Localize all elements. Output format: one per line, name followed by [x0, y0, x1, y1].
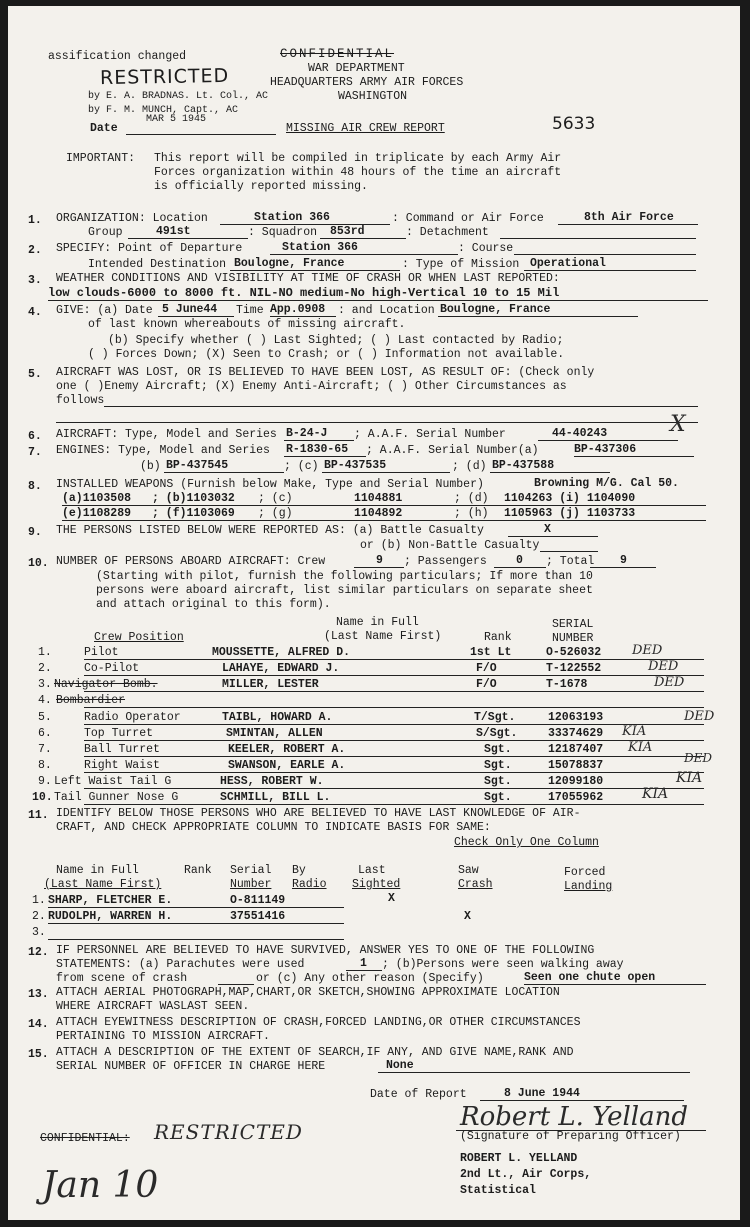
s8-e: (e)1108289	[62, 507, 132, 520]
crew-note: DED	[654, 675, 685, 690]
changed-by-1: by E. A. BRADNAS. Lt. Col., AC	[88, 91, 269, 102]
s7-a: BP-437306	[574, 443, 637, 456]
crew-rank: Sgt.	[484, 759, 512, 772]
s7-d: BP-437588	[492, 459, 555, 472]
crew-note: DED	[684, 709, 715, 724]
officer-rank: 2nd Lt., Air Corps,	[460, 1168, 592, 1181]
s1-group-label: Group	[88, 226, 123, 239]
witness-number: 1.	[32, 894, 46, 907]
witness-name: SHARP, FLETCHER E.	[48, 894, 173, 907]
s4-label: GIVE: (a) Date	[56, 304, 153, 317]
s11-header-landing: Landing	[564, 880, 613, 893]
s11-header-serial2: Number	[230, 878, 272, 891]
s15-line2: SERIAL NUMBER OF OFFICER IN CHARGE HERE	[56, 1060, 326, 1073]
crew-row-number: 1.	[38, 646, 52, 659]
s8-g-label: ; (g)	[258, 507, 293, 520]
crew-name: MOUSSETTE, ALFRED D.	[212, 646, 351, 659]
crew-note: DED	[684, 751, 713, 765]
s13-number: 13.	[28, 988, 49, 1001]
s8-number: 8.	[28, 480, 42, 493]
s11-header-rank: Rank	[184, 864, 212, 877]
s15-number: 15.	[28, 1048, 49, 1061]
s7-c: BP-437535	[324, 459, 387, 472]
crew-row-number: 4.	[38, 694, 52, 707]
s10-number: 10.	[28, 557, 49, 570]
crew-position: Pilot	[84, 646, 119, 659]
s1-label: ORGANIZATION: Location	[56, 212, 208, 225]
s8-d-label: ; (d)	[454, 492, 489, 505]
crew-serial: 33374629	[548, 727, 604, 740]
crew-note: DED	[632, 643, 663, 658]
crew-row-number: 7.	[38, 743, 52, 756]
s10-line3: persons were aboard aircraft, list similar particulars on separate sheet	[96, 584, 593, 597]
witness-serial: O-811149	[230, 894, 286, 907]
report-title: MISSING AIR CREW REPORT	[286, 122, 445, 135]
crew-row-number: 5.	[38, 711, 52, 724]
s4-time: App.0908	[270, 303, 326, 316]
s2-number: 2.	[28, 244, 42, 257]
s4-location: Boulogne, France	[440, 303, 551, 316]
handwritten-note: Jan 10	[42, 1165, 159, 1206]
s5-line1: AIRCRAFT WAS LOST, OR IS BELIEVED TO HAVE BEEN LOST, AS RESULT OF: (Check only	[56, 366, 595, 379]
s8-label: INSTALLED WEAPONS (Furnish below Make, Type and Serial Number)	[56, 478, 484, 491]
crew-serial: 12063193	[548, 711, 604, 724]
s1-number: 1.	[28, 214, 42, 227]
s9-label: THE PERSONS LISTED BELOW WERE REPORTED AS: (a) Battle Casualty	[56, 524, 484, 537]
s1-command: 8th Air Force	[584, 211, 674, 224]
s12-line2b: ; (b)Persons were seen walking away	[382, 958, 624, 971]
s10-total: 9	[620, 554, 627, 567]
s6-model: B-24-J	[286, 427, 328, 440]
s11-header-name2: (Last Name First)	[44, 878, 162, 891]
crew-rank: Sgt.	[484, 743, 512, 756]
s6-label: AIRCRAFT: Type, Model and Series	[56, 428, 277, 441]
s11-header-by: By	[292, 864, 306, 877]
s10-crew: 9	[376, 554, 383, 567]
s5-line2: one ( )Enemy Aircraft; (X) Enemy Anti-Aircraft; ( ) Other Circumstances as	[56, 380, 567, 393]
crew-rank: S/Sgt.	[476, 727, 518, 740]
s11-header-saw: Saw	[458, 864, 479, 877]
crew-rank: Sgt.	[484, 791, 512, 804]
s14-line1: ATTACH EYEWITNESS DESCRIPTION OF CRASH,FORCED LANDING,OR OTHER CIRCUMSTANCES	[56, 1016, 581, 1029]
important-label: IMPORTANT:	[66, 152, 136, 165]
crew-name: SWANSON, EARLE A.	[228, 759, 346, 772]
s2-mission-label: : Type of Mission	[402, 258, 520, 271]
s7-number: 7.	[28, 446, 42, 459]
s1-command-label: : Command or Air Force	[392, 212, 544, 225]
crew-row-number: 10.	[32, 791, 53, 804]
s12-number: 12.	[28, 946, 49, 959]
s6-mark: X	[670, 412, 686, 437]
s12-chutes: 1	[360, 957, 367, 970]
s2-dest-label: Intended Destination	[88, 258, 227, 271]
s2-mission: Operational	[530, 257, 606, 270]
crew-name: SMINTAN, ALLEN	[226, 727, 323, 740]
s1-detachment-label: : Detachment	[406, 226, 489, 239]
officer-signature: Robert L. Yelland	[460, 1102, 689, 1132]
witness-name: RUDOLPH, WARREN H.	[48, 910, 173, 923]
s9-number: 9.	[28, 526, 42, 539]
crew-name: LAHAYE, EDWARD J.	[222, 662, 340, 675]
s7-d-label: ; (d)	[452, 460, 487, 473]
crew-serial: 12099180	[548, 775, 604, 788]
s11-header-sighted: Sighted	[352, 878, 401, 891]
crew-position: Tail Gunner Nose G	[54, 791, 179, 804]
s10-passengers-label: ; Passengers	[404, 555, 487, 568]
crew-rank: T/Sgt.	[474, 711, 516, 724]
s8-h-label: ; (h)	[454, 507, 489, 520]
crew-serial: O-526032	[546, 646, 602, 659]
s14-number: 14.	[28, 1018, 49, 1031]
s12-line3b: or (c) Any other reason (Specify)	[256, 972, 484, 985]
s7-serial-label: ; A.A.F. Serial Number(a)	[366, 444, 539, 457]
s7-b: BP-437545	[166, 459, 229, 472]
s10-line2: (Starting with pilot, furnish the following particulars; If more than 10	[96, 570, 593, 583]
s4-line2: of last known whereabouts of missing aircraft.	[88, 318, 406, 331]
date-of-report: 8 June 1944	[504, 1087, 580, 1100]
classification-changed: assification changed	[48, 50, 187, 63]
report-number: 5633	[552, 114, 596, 134]
s11-line2: CRAFT, AND CHECK APPROPRIATE COLUMN TO INDICATE BASIS FOR SAME:	[56, 821, 491, 834]
s12-line1: IF PERSONNEL ARE BELIEVED TO HAVE SURVIVED, ANSWER YES TO ONE OF THE FOLLOWING	[56, 944, 595, 957]
s3-number: 3.	[28, 274, 42, 287]
war-department: WAR DEPARTMENT	[308, 62, 405, 75]
s1-location: Station 366	[254, 211, 330, 224]
crew-note: DED	[648, 659, 679, 674]
s8-a: (a)1103508	[62, 492, 132, 505]
s8-weapon: Browning M/G. Cal 50.	[534, 477, 679, 490]
s2-destination: Boulogne, France	[234, 257, 345, 270]
crew-name: HESS, ROBERT W.	[220, 775, 324, 788]
crew-header-rank: Rank	[484, 631, 512, 644]
crew-position: Right Waist	[84, 759, 160, 772]
s4-date: 5 June44	[162, 303, 218, 316]
crew-rank: F/O	[476, 678, 497, 691]
s15-value: None	[386, 1059, 414, 1072]
crew-header-serial-top: SERIAL	[552, 618, 594, 631]
officer-name: ROBERT L. YELLAND	[460, 1152, 578, 1165]
s11-header-serial: Serial	[230, 864, 272, 877]
crew-row-number: 6.	[38, 727, 52, 740]
crew-name: KEELER, ROBERT A.	[228, 743, 346, 756]
s11-header-last: Last	[358, 864, 386, 877]
crew-header-name-bottom: (Last Name First)	[324, 630, 442, 643]
crew-rank: 1st Lt	[470, 646, 512, 659]
crew-rank: F/O	[476, 662, 497, 675]
s11-number: 11.	[28, 809, 49, 822]
s4-time-label: Time	[236, 304, 264, 317]
s11-header-forced: Forced	[564, 866, 606, 879]
crew-note: KIA	[676, 770, 703, 786]
s11-line1: IDENTIFY BELOW THOSE PERSONS WHO ARE BELIEVED TO HAVE LAST KNOWLEDGE OF AIR-	[56, 807, 581, 820]
s4-number: 4.	[28, 306, 42, 319]
important-line3: is officially reported missing.	[154, 180, 368, 193]
important-line2: Forces organization within 48 hours of the time an aircraft	[154, 166, 562, 179]
s11-header-name: Name in Full	[56, 864, 139, 877]
s4-line3: (b) Specify whether ( ) Last Sighted; ( ) Last contacted by Radio;	[108, 334, 564, 347]
s4-line4: ( ) Forces Down; (X) Seen to Crash; or ( ) Information not available.	[88, 348, 565, 361]
s2-departure: Station 366	[282, 241, 358, 254]
s6-serial-label: ; A.A.F. Serial Number	[354, 428, 506, 441]
s7-model: R-1830-65	[286, 443, 349, 456]
restricted-handwritten: RESTRICTED	[154, 1120, 303, 1144]
officer-office: Statistical	[460, 1184, 536, 1197]
crew-rank: Sgt.	[484, 775, 512, 788]
witness-mark: X	[464, 910, 471, 923]
signature-label: (Signature of Preparing Officer)	[460, 1130, 681, 1143]
s5-line3: follows	[56, 394, 105, 407]
s11-header-crash: Crash	[458, 878, 493, 891]
s10-passengers: 0	[516, 554, 523, 567]
s5-number: 5.	[28, 368, 42, 381]
crew-row-number: 2.	[38, 662, 52, 675]
s7-b-label: (b)	[140, 460, 161, 473]
crew-position: Radio Operator	[84, 711, 181, 724]
s12-other: Seen one chute open	[524, 971, 656, 984]
important-line1: This report will be compiled in triplicate by each Army Air	[154, 152, 562, 165]
crew-row-number: 3.	[38, 678, 52, 691]
s13-line2: WHERE AIRCRAFT WASLAST SEEN.	[56, 1000, 250, 1013]
s2-label: SPECIFY: Point of Departure	[56, 242, 243, 255]
crew-note: KIA	[642, 786, 669, 802]
confidential-header: CONFIDENTIAL	[280, 47, 395, 61]
s8-h: 1105963 (j) 1103733	[504, 507, 636, 520]
crew-serial: T-1678	[546, 678, 588, 691]
s8-d: 1104263 (i) 1104090	[504, 492, 636, 505]
crew-header-position: Crew Position	[94, 631, 184, 644]
s2-course-label: : Course	[458, 242, 514, 255]
crew-note: KIA	[628, 740, 653, 755]
crew-header-name-top: Name in Full	[336, 616, 419, 629]
date-of-report-label: Date of Report	[370, 1088, 467, 1101]
witness-mark: X	[388, 892, 395, 905]
witness-number: 3.	[32, 926, 46, 939]
s12-line2: STATEMENTS: (a) Parachutes were used	[56, 958, 305, 971]
s14-line2: PERTAINING TO MISSION AIRCRAFT.	[56, 1030, 270, 1043]
s6-number: 6.	[28, 430, 42, 443]
s3-weather: low clouds-6000 to 8000 ft. NIL-NO medium-No high-Vertical 10 to 15 Mil	[48, 286, 560, 300]
confidential-footer: CONFIDENTIAL:	[40, 1132, 130, 1145]
s8-g: 1104892	[354, 507, 403, 520]
crew-serial: 15078837	[548, 759, 604, 772]
crew-name: TAIBL, HOWARD A.	[222, 711, 333, 724]
crew-position: Ball Turret	[84, 743, 160, 756]
stamp-date: MAR 5 1945	[146, 114, 207, 125]
crew-position: Top Turret	[84, 727, 154, 740]
crew-row-number: 8.	[38, 759, 52, 772]
crew-note: KIA	[622, 724, 647, 739]
crew-name: SCHMILL, BILL L.	[220, 791, 331, 804]
s8-c-label: ; (c)	[258, 492, 293, 505]
crew-serial: 17055962	[548, 791, 604, 804]
s7-label: ENGINES: Type, Model and Series	[56, 444, 270, 457]
s10-label: NUMBER OF PERSONS ABOARD AIRCRAFT: Crew	[56, 555, 326, 568]
crew-position: Co-Pilot	[84, 662, 140, 675]
s9-mark: X	[544, 523, 551, 536]
s6-serial: 44-40243	[552, 427, 608, 440]
date-label: Date	[90, 122, 118, 135]
s9-line2: or (b) Non-Battle Casualty	[360, 539, 540, 552]
s1-squadron: 853rd	[330, 225, 365, 238]
s10-line4: and attach original to this form).	[96, 598, 331, 611]
s13-line1: ATTACH AERIAL PHOTOGRAPH,MAP,CHART,OR SKETCH,SHOWING APPROXIMATE LOCATION	[56, 986, 560, 999]
witness-number: 2.	[32, 910, 46, 923]
crew-header-serial-bottom: NUMBER	[552, 632, 594, 645]
crew-position: Navigator Bomb.	[54, 678, 158, 691]
witness-serial: 37551416	[230, 910, 286, 923]
s4-location-label: : and Location	[338, 304, 435, 317]
s11-header-radio: Radio	[292, 878, 327, 891]
s1-group: 491st	[156, 225, 191, 238]
s7-c-label: ; (c)	[284, 460, 319, 473]
s8-f: ; (f)1103069	[152, 507, 235, 520]
s1-squadron-label: : Squadron	[248, 226, 318, 239]
report-page	[8, 6, 740, 1220]
s10-total-label: ; Total	[546, 555, 595, 568]
s12-line3: from scene of crash	[56, 972, 188, 985]
crew-position: Bombardier	[56, 694, 126, 707]
crew-serial: T-122552	[546, 662, 602, 675]
s15-line1: ATTACH A DESCRIPTION OF THE EXTENT OF SEARCH,IF ANY, AND GIVE NAME,RANK AND	[56, 1046, 574, 1059]
crew-name: MILLER, LESTER	[222, 678, 319, 691]
s8-b: ; (b)1103032	[152, 492, 235, 505]
s8-c: 1104881	[354, 492, 403, 505]
crew-position: Left Waist Tail G	[54, 775, 172, 788]
s3-label: WEATHER CONDITIONS AND VISIBILITY AT TIME OF CRASH OR WHEN LAST REPORTED:	[56, 272, 560, 285]
washington: WASHINGTON	[338, 90, 408, 103]
restricted-stamp: RESTRICTED	[99, 64, 230, 90]
crew-row-number: 9.	[38, 775, 52, 788]
s11-check-label: Check Only One Column	[454, 836, 599, 849]
changed-by-2: by F. M. MUNCH, Capt., AC	[88, 105, 239, 116]
headquarters: HEADQUARTERS ARMY AIR FORCES	[270, 76, 464, 89]
crew-serial: 12187407	[548, 743, 604, 756]
